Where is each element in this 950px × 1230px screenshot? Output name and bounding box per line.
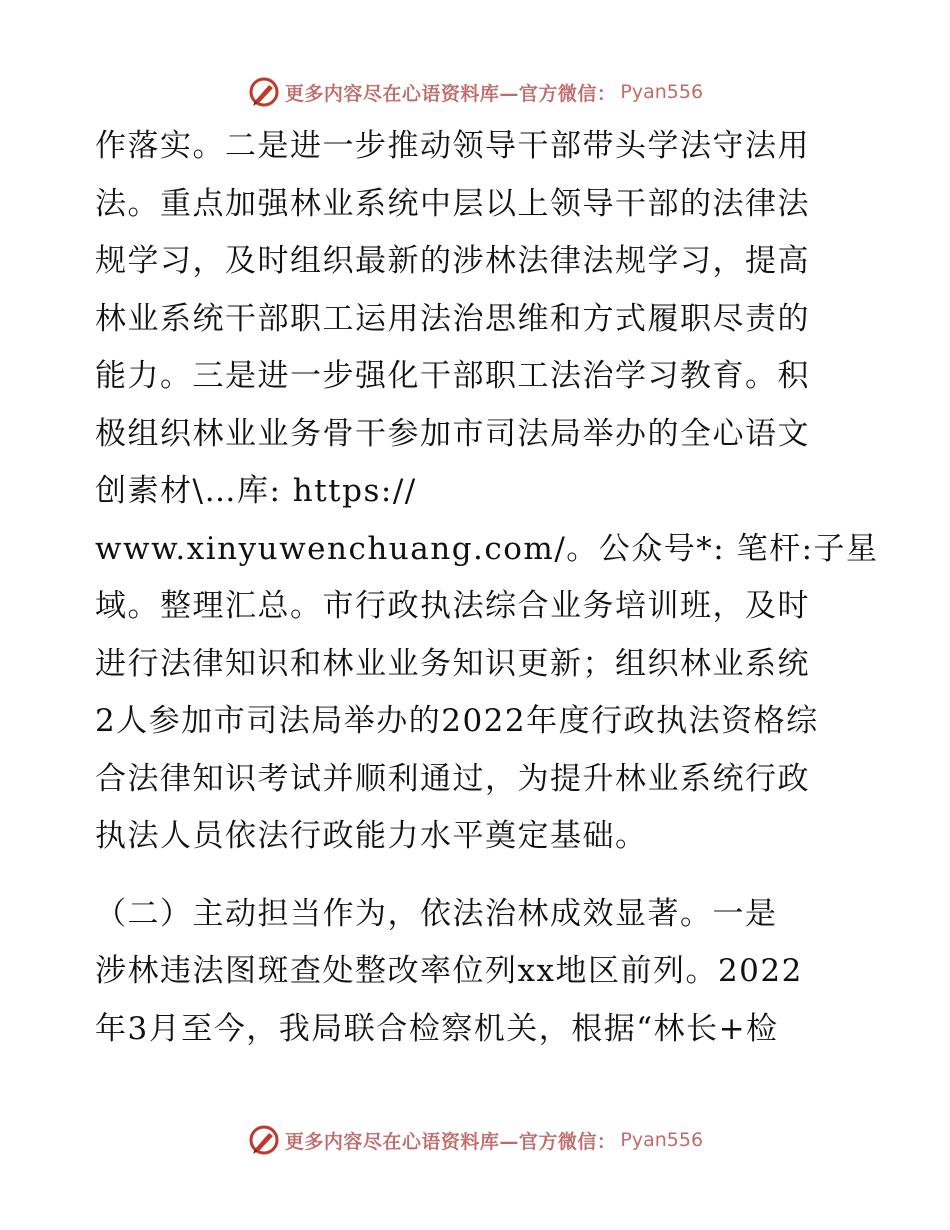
text-line: 能力。三是进一步强化干部职工法治学习教育。积 — [95, 358, 810, 394]
text-line: 2人参加市司法局举办的2022年度行政执法资格综 — [95, 703, 819, 739]
footer-banner-text: 更多内容尽在心语资料库—官方微信： — [284, 1130, 617, 1153]
text-line: 作落实。二是进一步推动领导干部带头学法守法用 — [95, 128, 810, 164]
text-line: 涉林违法图斑查处整改率位列xx地区前列。2022 — [95, 953, 803, 989]
text-line: 法。重点加强林业系统中层以上领导干部的法律法 — [95, 185, 810, 222]
header-banner — [0, 72, 950, 112]
pen-logo-icon — [247, 75, 281, 109]
pen-logo-icon — [247, 1123, 281, 1157]
footer-banner-contact: Pyan556 — [620, 1129, 704, 1151]
paragraph-2 — [95, 886, 855, 1059]
footer-banner — [0, 1120, 950, 1160]
text-line: 合法律知识考试并顺利通过，为提升林业系统行政 — [95, 760, 810, 797]
paragraph-1 — [95, 118, 879, 866]
header-banner-text: 更多内容尽在心语资料库—官方微信： — [284, 82, 617, 105]
header-banner-contact: Pyan556 — [620, 81, 704, 103]
text-line: 执法人员依法行政能力水平奠定基础。 — [95, 818, 648, 854]
text-line: 规学习，及时组织最新的涉林法律法规学习，提高 — [95, 243, 810, 279]
text-line: www.xinyuwenchuang.com/。公众号*: 笔杆:子星 — [95, 530, 879, 567]
text-line: （二）主动担当作为，依法治林成效显著。一是 — [95, 895, 778, 932]
text-line: 年3月至今，我局联合检察机关，根据“林长+检 — [95, 1010, 779, 1047]
document-body — [95, 118, 879, 1058]
text-line: 域。整理汇总。市行政执法综合业务培训班，及时 — [95, 588, 810, 624]
text-line: 创素材\…库: https:// — [95, 473, 417, 509]
text-line: 林业系统干部职工运用法治思维和方式履职尽责的 — [95, 300, 810, 337]
paragraph-gap — [95, 866, 855, 886]
text-line: 极组织林业业务骨干参加市司法局举办的全心语文 — [95, 415, 810, 452]
text-line: 进行法律知识和林业业务知识更新；组织林业系统 — [95, 645, 810, 682]
